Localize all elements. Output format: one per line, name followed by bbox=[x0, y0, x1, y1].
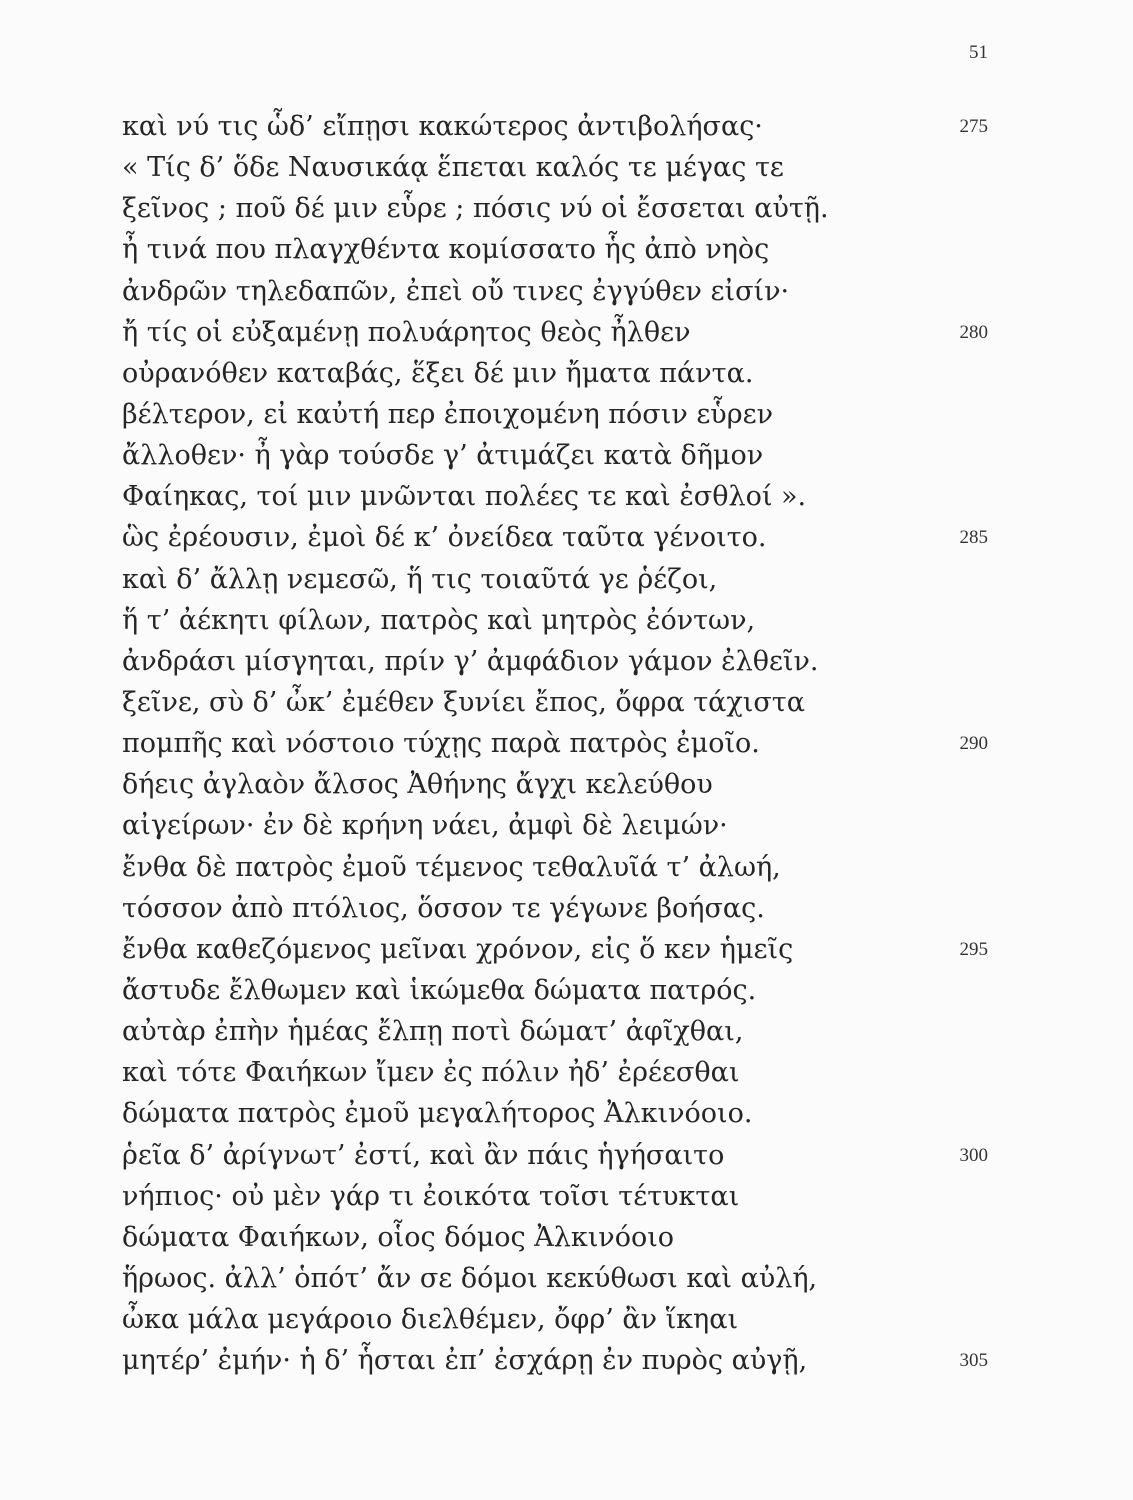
verse-text: ἄλλοθεν· ἦ γὰρ τούσδε γ’ ἀτιμάζει κατὰ δῆμον bbox=[122, 440, 764, 472]
line-number: 295 bbox=[959, 938, 988, 960]
verse-line bbox=[122, 312, 988, 353]
verse-text: ἔνθα καθεζόμενος μεῖναι χρόνον, εἰς ὅ κεν ἡμεῖς bbox=[122, 933, 794, 965]
verse-line bbox=[122, 805, 829, 846]
verse-line bbox=[122, 394, 829, 435]
verse-line bbox=[122, 517, 988, 558]
verse-text: δήεις ἀγλαὸν ἄλσος Ἀθήνης ἄγχι κελεύθου bbox=[122, 769, 713, 801]
verse-text: νήπιος· οὐ μὲν γάρ τι ἐοικότα τοῖσι τέτυκται bbox=[122, 1180, 740, 1212]
verse-text: ῥεῖα δ’ ἀρίγνωτ’ ἐστί, καὶ ἂν πάις ἡγήσαιτο bbox=[122, 1139, 725, 1171]
verse-text: οὐρανόθεν καταβάς, ἕξει δέ μιν ἤματα πάντα. bbox=[122, 357, 754, 389]
verse-line bbox=[122, 641, 829, 682]
verse-text: ὣς ἐρέουσιν, ἐμοὶ δέ κ’ ὀνείδεα ταῦτα γένοιτο. bbox=[122, 522, 767, 554]
verse-line bbox=[122, 888, 829, 929]
verse-text: μητέρ’ ἐμήν· ἡ δ’ ἧσται ἐπ’ ἐσχάρῃ ἐν πυρὸς αὐγῇ, bbox=[122, 1345, 808, 1377]
verse-text: ἦ τινά που πλαγχθέντα κομίσσατο ἧς ἀπὸ νηὸς bbox=[122, 234, 770, 266]
verse-line bbox=[122, 847, 829, 888]
verse-list bbox=[122, 106, 988, 1381]
verse-line bbox=[122, 106, 988, 147]
verse-text: ἥ τ’ ἀέκητι φίλων, πατρὸς καὶ μητρὸς ἐόντων, bbox=[122, 604, 756, 636]
verse-line bbox=[122, 271, 829, 312]
verse-text: ὦκα μάλα μεγάροιο διελθέμεν, ὄφρ’ ἂν ἵκηαι bbox=[122, 1304, 739, 1336]
verse-line bbox=[122, 1340, 988, 1381]
verse-line bbox=[122, 1217, 829, 1258]
verse-text: ἥρωος. ἀλλ’ ὁπότ’ ἄν σε δόμοι κεκύθωσι καὶ αὐλή, bbox=[122, 1262, 818, 1294]
verse-line bbox=[122, 353, 829, 394]
verse-line bbox=[122, 559, 829, 600]
verse-text: ξεῖνος ; ποῦ δέ μιν εὗρε ; πόσις νύ οἱ ἔσσεται αὐτῇ. bbox=[122, 193, 829, 225]
verse-text: δώματα Φαιήκων, οἷος δόμος Ἀλκινόοιο bbox=[122, 1221, 675, 1253]
verse-line bbox=[122, 600, 829, 641]
verse-text: ἀνδρῶν τηλεδαπῶν, ἐπεὶ οὔ τινες ἐγγύθεν εἰσίν· bbox=[122, 275, 790, 307]
verse-line bbox=[122, 764, 829, 805]
verse-text: αἰγείρων· ἐν δὲ κρήνη νάει, ἀμφὶ δὲ λειμών· bbox=[122, 810, 728, 842]
verse-text: τόσσον ἀπὸ πτόλιος, ὅσσον τε γέγωνε βοήσας. bbox=[122, 892, 765, 924]
verse-line bbox=[122, 1299, 829, 1340]
verse-text: ἄστυδε ἔλθωμεν καὶ ἱκώμεθα δώματα πατρός. bbox=[122, 974, 757, 1006]
verse-line bbox=[122, 970, 829, 1011]
verse-text: ξεῖνε, σὺ δ’ ὦκ’ ἐμέθεν ξυνίει ἔπος, ὄφρα τάχιστα bbox=[122, 686, 805, 718]
line-number: 275 bbox=[959, 116, 988, 137]
line-number: 280 bbox=[959, 321, 988, 343]
verse-text: καὶ τότε Φαιήκων ἴμεν ἐς πόλιν ἠδ’ ἐρέεσθαι bbox=[122, 1057, 740, 1089]
verse-line bbox=[122, 723, 988, 764]
verse-line bbox=[122, 1052, 829, 1093]
verse-text: « Τίς δ’ ὅδε Ναυσικάᾳ ἕπεται καλός τε μέγας τε bbox=[122, 152, 784, 184]
line-number: 290 bbox=[959, 733, 988, 755]
verse-line bbox=[122, 188, 829, 229]
verse-text: Φαίηκας, τοί μιν μνῶνται πολέες τε καὶ ἐσθλοί ». bbox=[122, 481, 807, 513]
line-number: 285 bbox=[959, 527, 988, 549]
verse-text: καὶ νύ τις ὧδ’ εἴπῃσι κακώτερος ἀντιβολήσας· bbox=[122, 111, 763, 142]
verse-line bbox=[122, 435, 829, 476]
page-number: 51 bbox=[969, 42, 988, 63]
line-number: 305 bbox=[959, 1350, 988, 1372]
verse-line bbox=[122, 929, 988, 970]
verse-line bbox=[122, 1135, 988, 1176]
verse-text: δώματα πατρὸς ἐμοῦ μεγαλήτορος Ἀλκινόοιο. bbox=[122, 1098, 753, 1130]
verse-text: πομπῆς καὶ νόστοιο τύχῃς παρὰ πατρὸς ἐμοῖο. bbox=[122, 728, 760, 760]
verse-line bbox=[122, 147, 829, 188]
verse-text: αὐτὰρ ἐπὴν ἡμέας ἔλπῃ ποτὶ δώματ’ ἀφῖχθαι, bbox=[122, 1016, 744, 1048]
verse-text: ἀνδράσι μίσγηται, πρίν γ’ ἀμφάδιον γάμον ἐλθεῖν. bbox=[122, 645, 819, 677]
verse-text: ἔνθα δὲ πατρὸς ἐμοῦ τέμενος τεθαλυῖά τ’ ἀλωή, bbox=[122, 851, 781, 883]
verse-text: βέλτερον, εἰ καὐτή περ ἐποιχομένη πόσιν εὗρεν bbox=[122, 398, 773, 430]
verse-text: καὶ δ’ ἄλλῃ νεμεσῶ, ἥ τις τοιαῦτά γε ῥέζοι, bbox=[122, 563, 718, 595]
verse-text: ἤ τίς οἱ εὐξαμένῃ πολυάρητος θεὸς ἦλθεν bbox=[122, 316, 691, 348]
verse-line bbox=[122, 1258, 829, 1299]
verse-line bbox=[122, 1176, 829, 1217]
verse-line bbox=[122, 1093, 829, 1134]
verse-line bbox=[122, 1011, 829, 1052]
verse-line bbox=[122, 229, 829, 270]
verse-line bbox=[122, 476, 829, 517]
verse-line bbox=[122, 682, 829, 723]
line-number: 300 bbox=[959, 1144, 988, 1166]
